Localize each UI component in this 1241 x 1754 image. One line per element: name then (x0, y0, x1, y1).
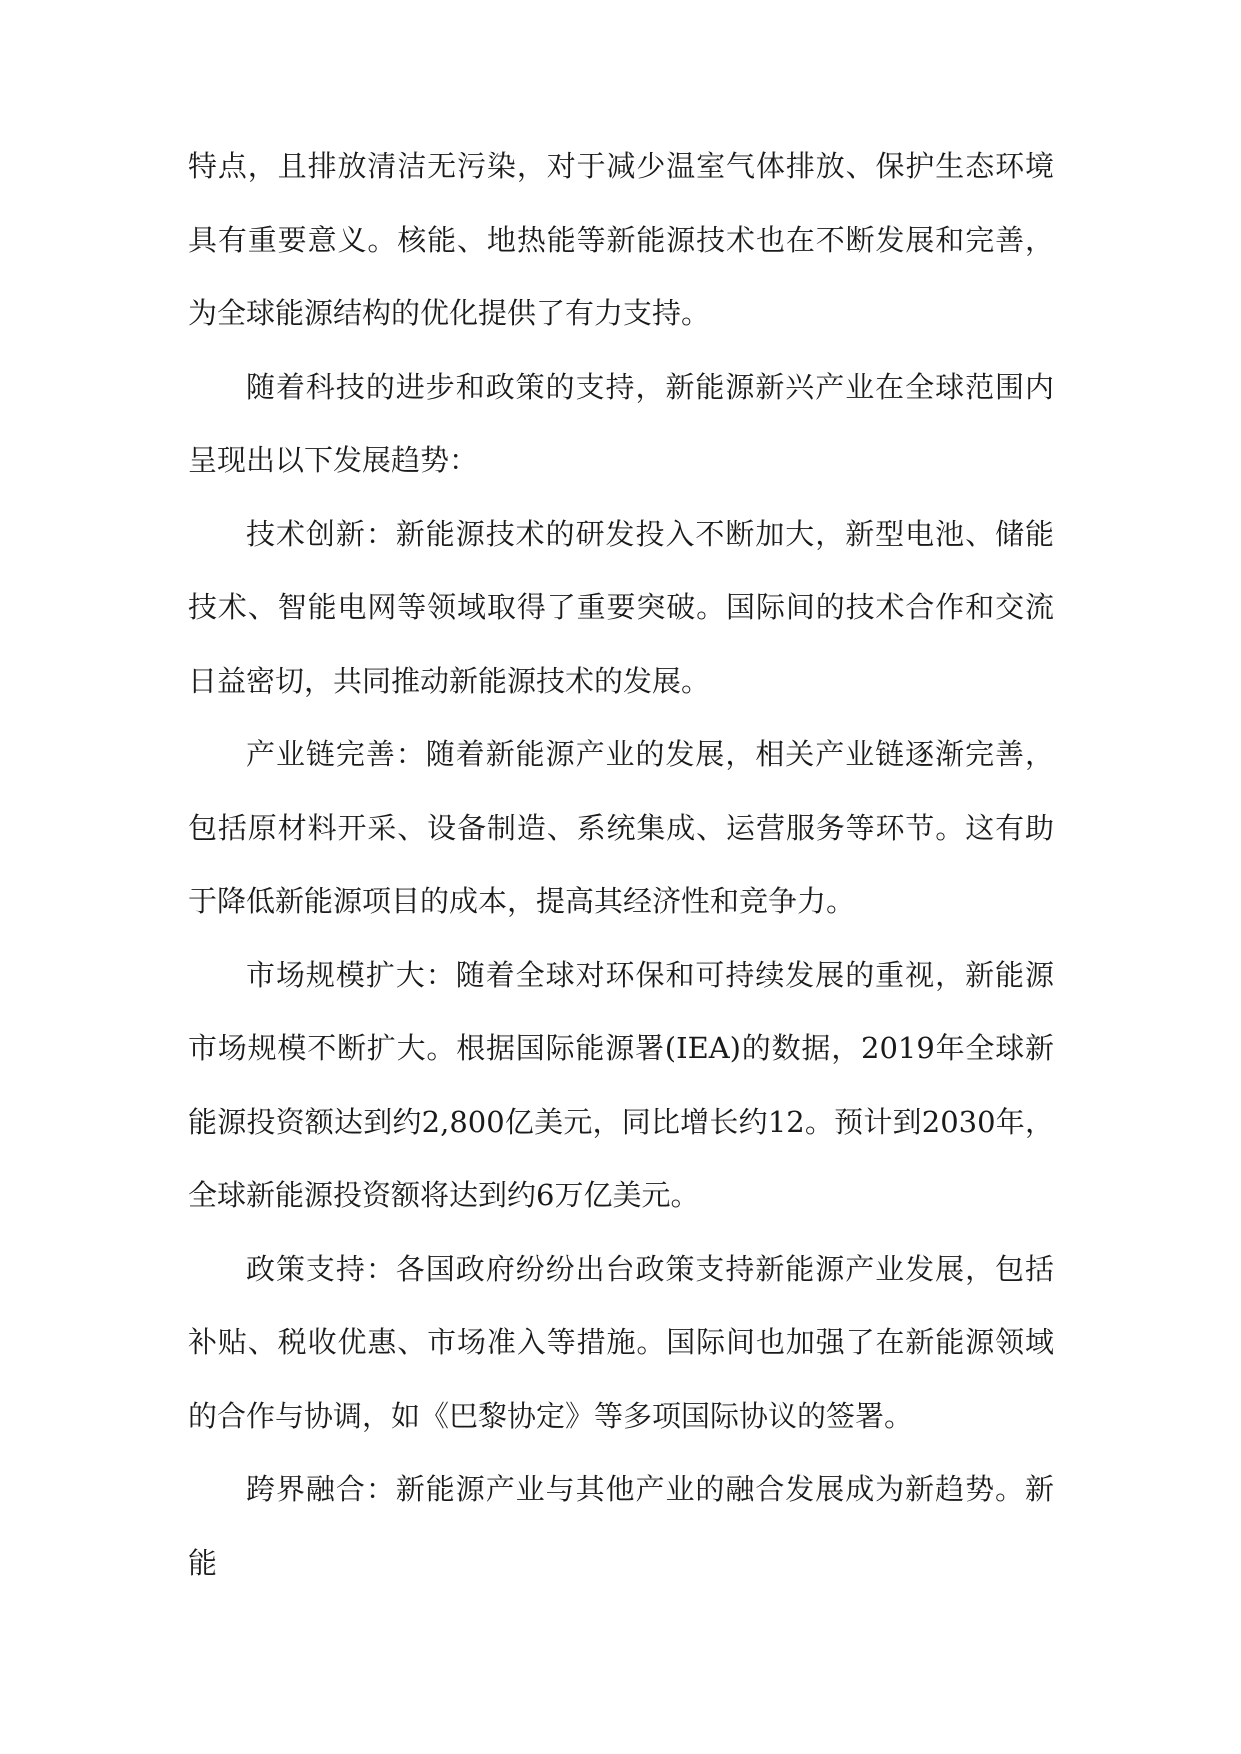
paragraph-trends-intro: 随着科技的进步和政策的支持，新能源新兴产业在全球范围内呈现出以下发展趋势： (188, 369, 1054, 477)
paragraph-industry-chain: 产业链完善：随着新能源产业的发展，相关产业链逐渐完善，包括原材料开采、设备制造、系统集成、运营服务等环节。这有助于降低新能源项目的成本，提高其经济性和竞争力。 (188, 737, 1054, 918)
paragraph-market-scale: 市场规模扩大：随着全球对环保和可持续发展的重视，新能源市场规模不断扩大。根据国际能源署(IEA)的数据，2019年全球新能源投资额达到约2,800亿美元，同比增长约12。预计到2030年，全球新能源投资额将达到约6万亿美元。 (188, 957, 1054, 1212)
paragraph-policy-support: 政策支持：各国政府纷纷出台政策支持新能源产业发展，包括补贴、税收优惠、市场准入等措施。国际间也加强了在新能源领域的合作与协调，如《巴黎协定》等多项国际协议的签署。 (188, 1251, 1054, 1433)
paragraph-cross-industry: 跨界融合：新能源产业与其他产业的融合发展成为新趋势。新能 (188, 1472, 1054, 1580)
paragraph-continued: 特点，且排放清洁无污染，对于减少温室气体排放、保护生态环境具有重要意义。核能、地热能等新能源技术也在不断发展和完善，为全球能源结构的优化提供了有力支持。 (188, 149, 1054, 330)
paragraph-tech-innovation: 技术创新：新能源技术的研发投入不断加大，新型电池、储能技术、智能电网等领域取得了重要突破。国际间的技术合作和交流日益密切，共同推动新能源技术的发展。 (188, 516, 1054, 698)
document-body (188, 130, 1054, 1600)
